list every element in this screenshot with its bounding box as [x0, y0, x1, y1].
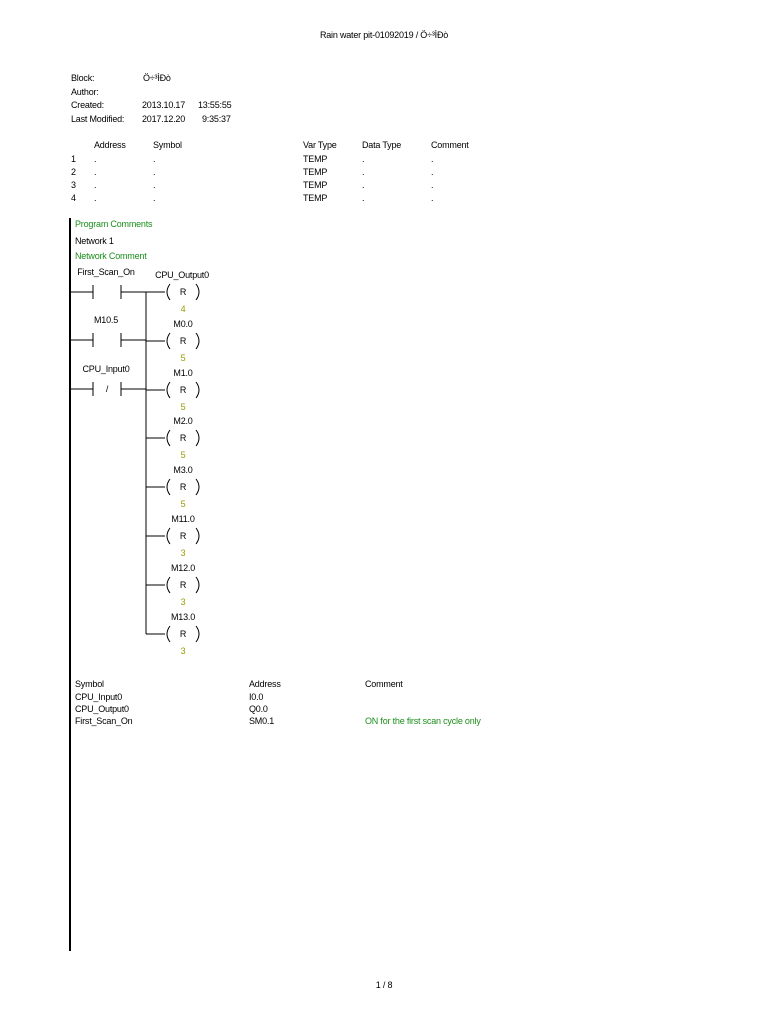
block-value: Ö÷³ÌÐò — [143, 73, 171, 83]
var-row-symbol: . — [153, 193, 156, 203]
coil-op: R — [179, 433, 187, 443]
coil-left-paren — [167, 528, 170, 544]
symtab-comment: ON for the first scan cycle only — [365, 716, 481, 726]
var-row-address: . — [94, 154, 97, 164]
var-row-comment: . — [431, 154, 434, 164]
coil-left-paren — [167, 333, 170, 349]
coil-left-paren — [167, 479, 170, 495]
coil-right-paren — [196, 382, 199, 398]
var-header-var-type: Var Type — [303, 140, 337, 150]
coil-right-paren — [196, 528, 199, 544]
var-row-data-type: . — [362, 180, 365, 190]
modified-date: 2017.12.20 — [142, 114, 186, 124]
var-header-comment: Comment — [431, 140, 469, 150]
coil-right-paren — [196, 626, 199, 642]
var-row-symbol: . — [153, 167, 156, 177]
coil-label: M1.0 — [173, 368, 193, 378]
coil-count: 5 — [180, 402, 186, 412]
program-comments: Program Comments — [75, 219, 153, 229]
coil-right-paren — [196, 430, 199, 446]
page-number: 1 / 8 — [375, 980, 393, 990]
symtab-address: Q0.0 — [249, 704, 268, 714]
symtab-header-comment: Comment — [365, 679, 403, 689]
coil-label: M11.0 — [171, 514, 195, 524]
contact-label: CPU_Input0 — [82, 364, 130, 374]
var-row-data-type: . — [362, 167, 365, 177]
created-label: Created: — [71, 100, 104, 110]
var-row-num: 2 — [71, 167, 76, 177]
coil-op: R — [179, 580, 187, 590]
symtab-address: SM0.1 — [249, 716, 275, 726]
var-row-var-type: TEMP — [303, 180, 328, 190]
coil-op: R — [179, 531, 187, 541]
contact-label: First_Scan_On — [77, 267, 135, 277]
coil-label: M12.0 — [170, 563, 196, 573]
var-header-data-type: Data Type — [362, 140, 402, 150]
contact-label: M10.5 — [93, 315, 119, 325]
coil-count: 4 — [180, 304, 186, 314]
symtab-symbol: CPU_Input0 — [75, 692, 123, 702]
var-row-var-type: TEMP — [303, 167, 328, 177]
coil-op: R — [179, 287, 187, 297]
var-row-data-type: . — [362, 193, 365, 203]
coil-left-paren — [167, 430, 170, 446]
symtab-header-address: Address — [249, 679, 281, 689]
coil-label: M3.0 — [173, 465, 193, 475]
var-row-var-type: TEMP — [303, 193, 328, 203]
symtab-header-symbol: Symbol — [75, 679, 104, 689]
symtab-symbol: First_Scan_On — [75, 716, 133, 726]
var-row-address: . — [94, 180, 97, 190]
var-row-num: 1 — [71, 154, 76, 164]
coil-label: CPU_Output0 — [155, 270, 209, 280]
var-row-num: 3 — [71, 180, 76, 190]
modified-label: Last Modified: — [71, 114, 125, 124]
coil-op: R — [179, 385, 187, 395]
coil-count: 5 — [180, 450, 186, 460]
coil-right-paren — [196, 333, 199, 349]
symtab-address: I0.0 — [249, 692, 264, 702]
coil-label: M0.0 — [173, 319, 193, 329]
author-label: Author: — [71, 87, 99, 97]
var-row-data-type: . — [362, 154, 365, 164]
created-date: 2013.10.17 — [142, 100, 186, 110]
coil-op: R — [179, 336, 187, 346]
coil-right-paren — [196, 577, 199, 593]
network-comment: Network Comment — [75, 251, 147, 261]
page-title: Rain water pit-01092019 / Ö÷³ÌÐò — [319, 30, 449, 40]
coil-right-paren — [196, 479, 199, 495]
var-row-var-type: TEMP — [303, 154, 328, 164]
var-row-comment: . — [431, 180, 434, 190]
coil-left-paren — [167, 382, 170, 398]
var-row-symbol: . — [153, 180, 156, 190]
network-label: Network 1 — [75, 236, 114, 246]
var-row-num: 4 — [71, 193, 76, 203]
coil-count: 3 — [180, 597, 186, 607]
created-time: 13:55:55 — [198, 100, 232, 110]
symtab-symbol: CPU_Output0 — [75, 704, 129, 714]
coil-left-paren — [167, 577, 170, 593]
coil-op: R — [179, 629, 187, 639]
modified-time: 9:35:37 — [202, 114, 231, 124]
var-header-symbol: Symbol — [153, 140, 182, 150]
var-row-address: . — [94, 167, 97, 177]
coil-left-paren — [167, 284, 170, 300]
coil-label: M2.0 — [173, 416, 193, 426]
contact-nc-glyph: / — [105, 384, 109, 394]
coil-count: 5 — [180, 353, 186, 363]
var-header-address: Address — [94, 140, 126, 150]
var-row-address: . — [94, 193, 97, 203]
coil-label: M13.0 — [170, 612, 196, 622]
coil-count: 3 — [180, 548, 186, 558]
coil-count: 3 — [180, 646, 186, 656]
coil-count: 5 — [180, 499, 186, 509]
block-label: Block: — [71, 73, 95, 83]
coil-right-paren — [196, 284, 199, 300]
var-row-comment: . — [431, 167, 434, 177]
var-row-symbol: . — [153, 154, 156, 164]
var-row-comment: . — [431, 193, 434, 203]
coil-left-paren — [167, 626, 170, 642]
coil-op: R — [179, 482, 187, 492]
